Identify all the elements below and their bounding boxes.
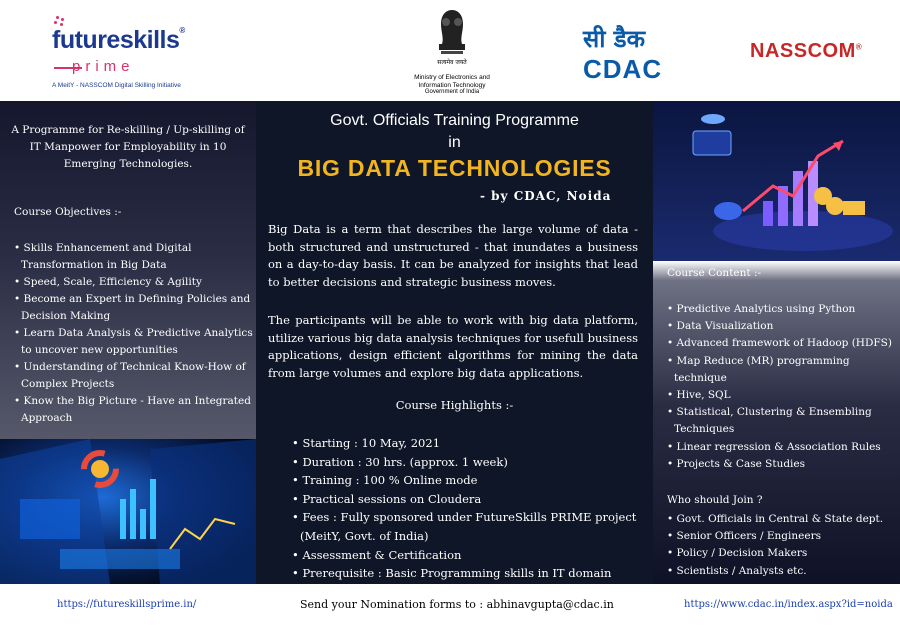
list-item: • Become an Expert in Defining Policies and Decision Making — [14, 293, 251, 322]
list-item: • Learn Data Analysis & Predictive Analytics to uncover new opportunities — [14, 327, 253, 356]
list-item: • Hive, SQL — [667, 389, 731, 402]
ashoka-emblem-icon — [432, 6, 472, 68]
list-item: • Statistical, Clustering & Ensembling Techniques — [667, 406, 872, 436]
content-heading: Course Content :- — [667, 267, 762, 279]
list-item: • Predictive Analytics using Python — [667, 303, 856, 315]
list-item: • Speed, Scale, Efficiency & Agility — [14, 276, 202, 288]
futureskills-tagline: A MeitY - NASSCOM Digital Skilling Initiative — [52, 82, 181, 89]
cdac-hindi-wordmark: सी डैक — [583, 25, 646, 53]
list-item: • Skills Enhancement and Digital Transformation in Big Data — [14, 242, 192, 271]
list-item: • Advanced framework of Hadoop (HDFS) — [667, 337, 892, 350]
futureskills-prime-logo — [52, 18, 222, 98]
list-item: • Training : 100 % Online mode — [292, 473, 478, 488]
big-data-illustration — [653, 101, 900, 261]
list-item: • Starting : 10 May, 2021 — [292, 436, 441, 450]
audience-list — [667, 511, 899, 580]
description-paragraph: Big Data is a term that describes the large volume of data - both structured and unstructured - that inundates a business on a day-to-day basis. It can be analyzed for insights that lead to better decisions and strategic business moves. — [268, 222, 638, 289]
prime-wordmark: prime — [72, 58, 135, 75]
list-item: • Practical sessions on Cloudera — [292, 491, 482, 506]
list-item: • Policy / Decision Makers — [667, 547, 808, 560]
highlights-list — [292, 434, 642, 583]
data-growth-illustration-icon — [653, 101, 900, 261]
cdac-logo — [583, 22, 678, 84]
list-item: • Fees : Fully sponsored under FutureSkills PRIME project (MeitY, Govt. of India) — [292, 510, 637, 543]
list-item: • Know the Big Picture - Have an Integrated Approach — [14, 395, 251, 424]
list-item: • Scientists / Analysts etc. — [667, 564, 807, 577]
list-item: • Map Reduce (MR) programming technique — [667, 354, 850, 384]
course-content-list — [667, 301, 899, 473]
ministry-caption: Ministry of Electronics and Information Technology Government of India — [414, 74, 490, 95]
list-item: • Projects & Case Studies — [667, 457, 806, 470]
svg-text:सत्यमेव जयते: सत्यमेव जयते — [437, 59, 467, 66]
list-item: • Prerequisite : Basic Programming skills in IT domain — [292, 566, 612, 581]
cdac-english-wordmark: CDAC — [583, 54, 663, 84]
list-item: • Govt. Officials in Central & State dept. — [667, 513, 884, 525]
programme-title-in: in — [448, 134, 461, 151]
list-item: • Senior Officers / Engineers — [667, 530, 821, 543]
dashboard-illustration-icon — [0, 439, 256, 584]
who-should-join-heading: Who should Join ? — [667, 494, 763, 506]
list-item: • Data Visualization — [667, 320, 774, 333]
govt-emblem — [402, 6, 502, 100]
nomination-contact: Send your Nomination forms to : abhinavgupta@cdac.in — [300, 598, 614, 611]
analytics-dashboard-image — [0, 439, 256, 584]
nasscom-logo: NASSCOM® — [750, 40, 863, 62]
organizer-byline: - by CDAC, Noida — [480, 189, 612, 203]
outcome-paragraph: The participants will be able to work with big data platform, utilize various big data analysis techniques for usefull business applications, design efficient algorithms for mining the data from large volumes and explore big data applications. — [268, 313, 638, 380]
programme-title: Govt. Officials Training Programme — [330, 112, 579, 129]
list-item: • Understanding of Technical Know-How of Complex Projects — [14, 361, 246, 390]
cdac-noida-link[interactable]: https://www.cdac.in/index.aspx?id=noida — [684, 599, 893, 610]
list-item: • Linear regression & Association Rules — [667, 440, 881, 453]
objectives-list — [14, 240, 254, 427]
highlights-heading: Course Highlights :- — [395, 398, 514, 412]
futureskills-wordmark: futureskills® — [52, 26, 185, 54]
programme-intro: A Programme for Re-skilling / Up-skilling of IT Manpower for Employability in 10 Emerging Technologies. — [11, 124, 245, 170]
list-item: • Duration : 30 hrs. (approx. 1 week) — [292, 454, 508, 469]
list-item: • Assessment & Certification — [292, 547, 462, 562]
objectives-heading: Course Objectives :- — [14, 206, 122, 218]
course-title: BIG DATA TECHNOLOGIES — [297, 155, 612, 181]
futureskills-link[interactable]: https://futureskillsprime.in/ — [57, 599, 197, 610]
